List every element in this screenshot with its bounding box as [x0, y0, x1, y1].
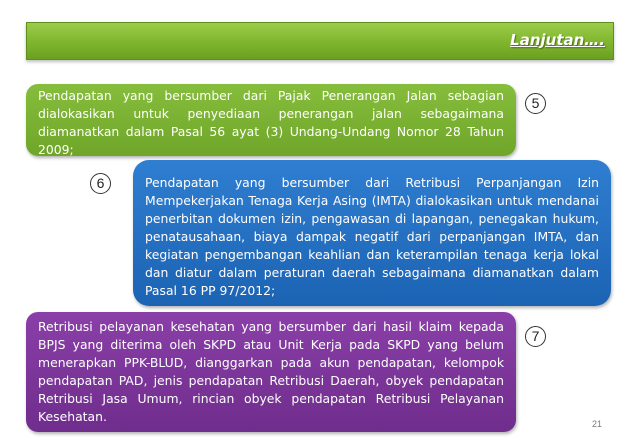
item-5-number-badge: 5	[525, 93, 546, 114]
item-5-box	[26, 84, 516, 156]
page-number: 21	[591, 419, 602, 429]
header-bar	[26, 22, 614, 60]
item-7-number-badge: 7	[525, 326, 546, 347]
item-7-box	[26, 312, 516, 432]
item-6-text: Pendapatan yang bersumber dari Retribusi Perpanjangan Izin Mempekerjakan Tenaga Kerja Asing (IMTA) dialokasikan untuk mendanai penerbitan dokumen izin, pengawasan di lapangan, penegakan hukum, penatausahaan, biaya dampak negatif dari perpanjangan IMTA, dan kegiatan pengembangan keahlian dan keterampilan tenaga kerja lokal dan diatur dalam peraturan daerah sebagaimana diamanatkan dalam Pasal 16 PP 97/2012;	[145, 175, 599, 298]
item-6-number-badge: 6	[90, 173, 111, 194]
item-5-text: Pendapatan yang bersumber dari Pajak Penerangan Jalan sebagian dialokasikan untuk penyediaan penerangan jalan sebagaimana diamanatkan dalam Pasal 56 ayat (3) Undang-Undang Nomor 28 Tahun 2009;	[38, 88, 504, 157]
item-7-text: Retribusi pelayanan kesehatan yang bersumber dari hasil klaim kepada BPJS yang diterima oleh SKPD atau Unit Kerja pada SKPD yang belum menerapkan PPK-BLUD, dianggarkan pada akun pendapatan, kelompok pendapatan PAD, jenis pendapatan Retribusi Daerah, obyek pendapatan Retribusi Jasa Umum, rincian obyek pendapatan Retribusi Pelayanan Kesehatan.	[38, 319, 504, 424]
item-6-box	[133, 160, 611, 306]
slide-title: Lanjutan….	[510, 31, 605, 49]
